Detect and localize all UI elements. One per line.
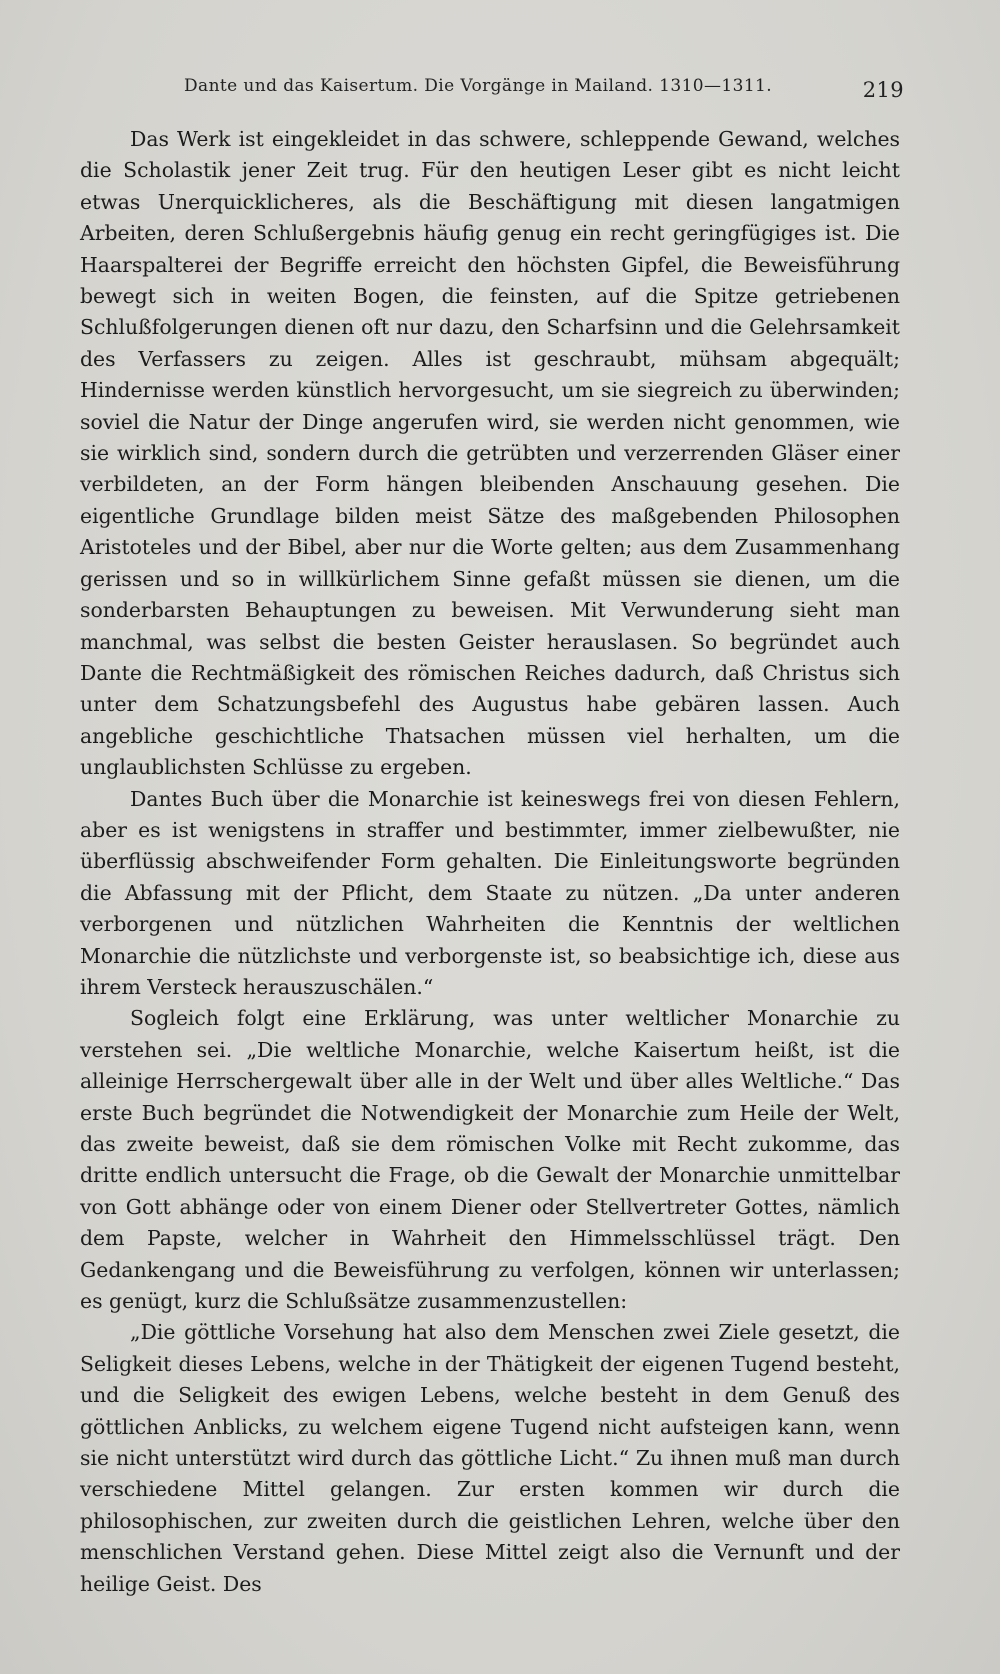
paragraph: Sogleich folgt eine Erklärung, was unter weltlicher Monarchie zu verstehen sei. „Die weltliche Monarchie, welche Kaisertum heißt, ist die alleinige Herrschergewalt über alle in der Welt und über alles Weltliche.“ Das erste Buch begründet die Notwendigkeit der Monarchie zum Heile der Welt, das zweite beweist, daß sie dem römischen Volke mit Recht zukomme, das dritte endlich untersucht die Frage, ob die Gewalt der Monarchie unmittelbar von Gott abhänge oder von einem Diener oder Stellvertreter Gottes, nämlich dem Papste, welcher in Wahrheit den Himmelsschlüssel trägt. Den Gedankengang und die Beweisführung zu verfolgen, können wir unterlassen; es genügt, kurz die Schlußsätze zusammenzustellen: — [80, 1006, 900, 1314]
paragraph: Das Werk ist eingekleidet in das schwere, schleppende Gewand, welches die Scholastik jener Zeit trug. Für den heutigen Leser gibt es nicht leicht etwas Unerquicklicheres, als die Beschäftigung mit diesen langatmigen Arbeiten, deren Schlußergebnis häufig genug ein recht geringfügiges ist. Die Haarspalterei der Begriffe erreicht den höchsten Gipfel, die Beweisführung bewegt sich in weiten Bogen, die feinsten, auf die Spitze getriebenen Schlußfolgerungen dienen oft nur dazu, den Scharfsinn und die Gelehrsamkeit des Verfassers zu zeigen. Alles ist geschraubt, mühsam abgequält; Hindernisse werden künstlich hervorgesucht, um sie siegreich zu überwinden; soviel die Natur der Dinge angerufen wird, sie werden nicht genommen, wie sie wirklich sind, sondern durch die getrübten und verzerrenden Gläser einer verbildeten, an der Form hängen bleibenden Anschauung gesehen. Die eigentliche Grundlage bilden meist Sätze des maßgebenden Philosophen Aristoteles und der Bibel, aber nur die Worte gelten; aus dem Zusammenhang gerissen und so in willkürlichem Sinne gefaßt müssen sie dienen, um die sonderbarsten Behauptungen zu beweisen. Mit Verwunderung sieht man manchmal, was selbst die besten Geister herauslasen. So begründet auch Dante die Rechtmäßigkeit des römischen Reiches dadurch, daß Christus sich unter dem Schatzungsbefehl des Augustus habe gebären lassen. Auch angebliche geschichtliche Thatsachen müssen viel herhalten, um die unglaublichsten Schlüsse zu ergeben. — [80, 127, 900, 780]
page-number: 219 — [862, 78, 904, 102]
running-head — [184, 76, 904, 108]
paragraph: Dantes Buch über die Monarchie ist keineswegs frei von diesen Fehlern, aber es ist wenigstens in straffer und bestimmter, immer zielbewußter, nie überflüssig abschweifender Form gehalten. Die Einleitungsworte begründen die Abfassung mit der Pflicht, dem Staate zu nützen. „Da unter anderen verborgenen und nützlichen Wahrheiten die Kenntnis der weltlichen Monarchie die nützlichste und verborgenste ist, so beabsichtige ich, diese aus ihrem Versteck herauszuschälen.“ — [80, 786, 900, 999]
running-head-title: Dante und das Kaisertum. Die Vorgänge in Mailand. 1310—1311. — [184, 76, 773, 96]
body-text — [80, 124, 900, 1600]
paragraph: „Die göttliche Vorsehung hat also dem Menschen zwei Ziele gesetzt, die Seligkeit dieses Lebens, welche in der Thätigkeit der eigenen Tugend besteht, und die Seligkeit des ewigen Lebens, welche besteht in dem Genuß des göttlichen Anblicks, zu welchem eigene Tugend nicht aufsteigen kann, wenn sie nicht unterstützt wird durch das göttliche Licht.“ Zu ihnen muß man durch verschiedene Mittel gelangen. Zur ersten kommen wir durch die philosophischen, zur zweiten durch die geistlichen Lehren, welche über den menschlichen Verstand gehen. Diese Mittel zeigt also die Vernunft und der heilige Geist. Des — [80, 1320, 900, 1596]
